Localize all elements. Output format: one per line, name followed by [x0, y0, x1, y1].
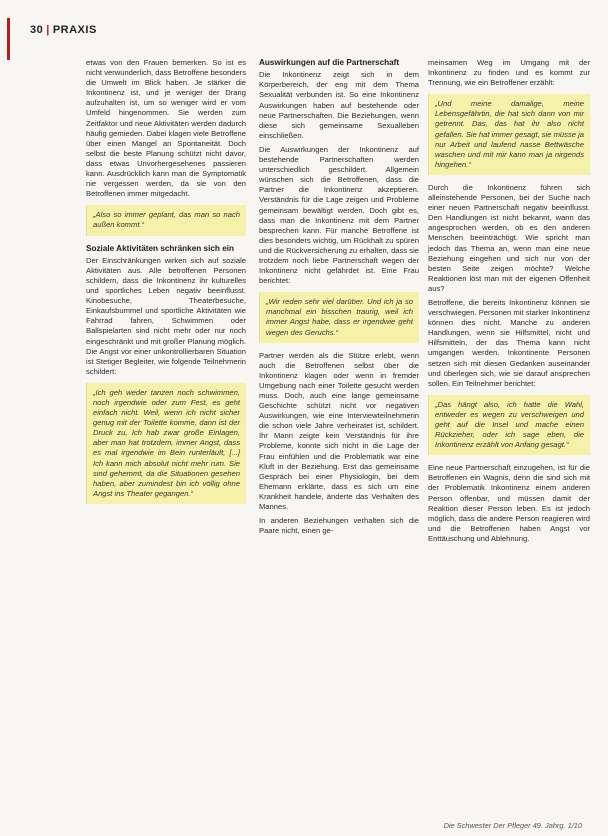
page-header: [30, 24, 97, 36]
quote-box: „Und meine damalige, meine Lebensgefährtin, die hat sich dann von mir getrennt. Das, das hat ihr also nicht gefallen. Sie hat immer gesagt, sie müsse ja nur Arbeit und laufend nasse Bettwäsche waschen und mit mir kann man ja nirgends hingehen.“: [428, 94, 590, 175]
body-paragraph: Partner werden als die Stütze erlebt, wenn auch die Betroffenen selbst über die Inkontinenz klagen oder wenn in fremder Umgebung nach einer Toilette gesucht werden muss. Doch, auch eine lange gemeinsame Geschichte schützt nicht vor negativen Auswirkungen, wie eine Interviewteilnehmerin die schon viele Jahre verheiratet ist, schildert. Ihr Mann zeigte kein Verständnis für ihre Probleme, konnte sich nicht in die Lage der Frau einfühlen und die Problematik war eine Kluft in der Beziehung. Erst das gemeinsame Gespräch bei einer Physiologin, bei dem Ehemann erklärte, dass es sich um eine Krankheit handele, änderte das Verhalten des Mannes.: [259, 350, 419, 512]
body-paragraph: Eine neue Partnerschaft einzugehen, ist für die Betroffenen ein Wagnis, denn die sind sich mit der Problematik Inkontinenz einem anderen Person offenbar, und müssen damit der Reaktion dieser Person leben. Es ist jedoch möglich, dass die andere Person reagieren wird und die Betroffenen haben Angst vor Enttäuschung und Ablehnung.: [428, 463, 590, 543]
body-paragraph: In anderen Beziehungen verhalten sich die Paare nicht, einen ge-: [259, 516, 419, 536]
quote-box: „Das hängt also, ich hatte die Wahl, entweder es wegen zu verschweigen und geht auf die Insel und mache einen Rückzieher, oder ich sage eben, die Inkontinenz erzählt von Anfang gesagt.“: [428, 395, 590, 455]
subheading: Soziale Aktivitäten schränken sich ein: [86, 243, 235, 253]
column-3: [428, 58, 590, 548]
body-paragraph: Durch die Inkontinenz führen sich alleinstehende Personen, bei der Suche nach einer neuen Partnerschaft negativ beeinflusst. Den Handlungen ist nicht bekannt, wann das angesprochen werden, ob es den anderen Menschen beeinträchtigt. Wie spricht man jedoch das Thema an, wenn man eine neue Beziehung eingehen und sich nur von der besten Seite zeigen möchte? Welche Reaktionen löst man mit der eigenen Offenheit aus?: [428, 182, 590, 293]
body-paragraph: Betroffene, die bereits Inkontinenz können sie verschwiegen. Personen mit starker Inkontinenz können dies nicht. Manche zu anderen Handlungen, wenn sie Hilfsmittel, nicht und Hilfsmitteln, der das Thema kann nicht umgangen werden. Inkontinente Personen setzen sich mit diesen Gedanken auseinander und überlegen sich, wie sie darauf ansprechen sollen. Ein Teilnehmer berichtet:: [428, 297, 590, 388]
body-paragraph: Die Auswirkungen der Inkontinenz auf bestehende Partnerschaften werden unterschiedlich geschildert. Allgemein wünschen sich die Betroffenen, dass die Partner die Inkontinenz akzeptieren. Verständnis für die Lage zeigen und Probleme gemeinsam bewältigt werden. Doch gibt es, dass man die Inkontinenz mit dem Partner besprechen kann. Für manche Betroffene ist dies besonders wichtig, um Rückhalt zu spüren und die Rückversicherung zu erhalten, dass sie trotzdem noch liebe Partnerschaft wegen der Inkontinenz nicht gefährdet ist. Eine Frau berichtet:: [259, 144, 419, 286]
accent-rule: [7, 18, 10, 60]
quote-box: „Also so immer geplant, das man so nach außen kommt.“: [86, 205, 246, 235]
body-paragraph: etwas von den Frauen bemerken. So ist es nicht verwunderlich, dass Betroffene besonders die Umwelt im Blick haben. Je stärker die Inkontinenz ist, und je weniger der Drang aufzuhalten ist, um so weniger wird er vom Umfeld hingenommen. Sie werden zum Zeitfaktor und neue Aktivitäten werden dadurch häufig gemieden. Dabei klagen viele Betroffene über einen Mangel an Spontaneität. Doch selbst die beste Planung schützt nicht davor, dass etwas Unvorhergesehenes passieren kann. Ausdrücklich kann man die Symptomatik nie vergessen werden, da sie von den Betroffenen immer mitgedacht.: [86, 58, 246, 199]
body-paragraph: meinsamen Weg im Umgang mit der Inkontinenz zu finden und es kommt zur Trennung, wie ein Betroffener erzählt:: [428, 58, 590, 88]
section-title: PRAXIS: [52, 24, 97, 36]
body-paragraph: Die Inkontinenz zeigt sich in dem Körperbereich, der eng mit dem Thema Sexualität verbunden ist. So eine Inkontinenz Auswirkungen haben auf bestehende oder neue Partnerschaften. Die Beziehungen, wenn diese sich gemeinsame Sexualleben einschließen.: [259, 70, 419, 140]
quote-box: „Wir reden sehr viel darüber. Und ich ja so manchmal ein bisschen traurig, weil ich immer Angst habe, dass er irgendwie geht wegen des Geruchs.“: [259, 292, 419, 342]
subheading: Auswirkungen auf die Partnerschaft: [259, 58, 400, 67]
header-separator: |: [46, 24, 50, 36]
column-2: [259, 58, 419, 540]
quote-box: „Ich geh weder tanzen noch schwimmen, noch irgendwie oder zum Fest, es geht einfach nicht. Weil, wenn ich nicht sicher genug mit der Toilette komme, dann ist der Druck zu, Ich hab zwar große Einlagen, aber man hat trotzdem, immer Angst, dass es mal irgendwie im Bein runterläuft, [...] Ich kann mich absolut nicht mehr rum. Sie sind gehemmt, da die Situationen gesehen haben, aber zumindest bin ich völlig ohne Angst ins Theater gegangen.“: [86, 383, 246, 504]
page-footer: Die Schwester Der Pfleger 49. Jahrg. 1/10: [443, 821, 582, 830]
page-number: 30: [30, 24, 44, 36]
column-1: [86, 58, 246, 512]
body-paragraph: Der Einschränkungen wirken sich auf soziale Aktivitäten aus. Alle betroffenen Personen schildern, dass die Inkontinenz ihr kulturelles und sportliches Leben negativ beeinflusst. Kinobesuche, Theaterbesuche, Einkaufsbummel und sportliche Aktivitäten wie Fahrrad fahren, Schwimmen oder Ballspielarten sind nicht mehr oder nur noch eingeschränkt und mit großer Planung möglich. Die Angst vor einer unkontrollierbaren Situation ist Stetiger Begleiter, wie folgende Teilnehmerin schildert:: [86, 255, 246, 376]
